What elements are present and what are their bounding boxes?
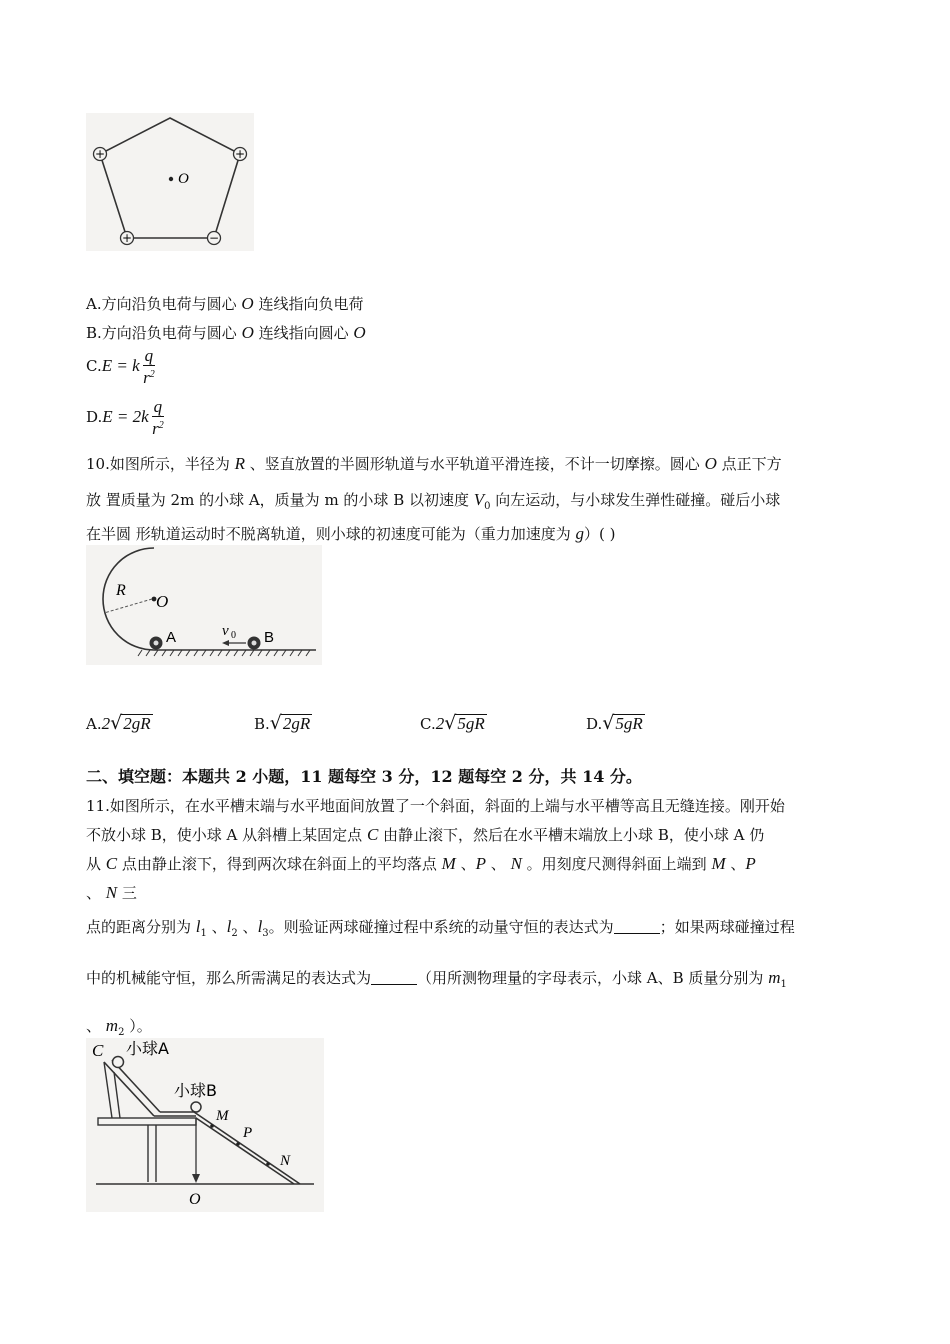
svg-text:R: R [116,582,126,599]
pentagon-figure [86,113,254,251]
svg-text:+: + [234,147,246,161]
q9-option-b: B.方向沿负电荷与圆心 O 连线指向圆心 O [86,323,366,342]
incline-diagram [86,1038,324,1212]
q9-option-c: C.E = k $\frac{q}{r^2}$ [86,346,155,387]
svg-text:B: B [264,629,275,646]
svg-text:O: O [189,1191,201,1208]
track-diagram [86,545,322,665]
answer-blank-2[interactable] [371,970,417,985]
q11-line-5: 点的距离分别为 $l_1$ 、$l_2$ 、$l_3$。则验证两球碰撞过程中系统的动量守恒的表达式为 ；如果两球碰撞过程 [86,917,795,939]
pentagon-diagram [86,113,254,251]
q10-option-b: B.√2gR [254,712,311,734]
ball-b [191,1102,201,1112]
q11-line-6: 中的机械能守恒，那么所需满足的表达式为 （用所测物理量的字母表示，小球 A、B 质量分别为 $m_1$ [86,968,787,990]
q11-line-3: 从 C 点由静止滚下，得到两次球在斜面上的平均落点 M 、P 、 N 。用刻度尺测得斜面上端到 M 、P [86,854,756,873]
answer-blank-1[interactable] [614,919,660,934]
svg-text:−: − [208,231,220,245]
incline-experiment-figure [86,1038,324,1212]
svg-text:v: v [222,623,229,639]
svg-text:小球B: 小球B [174,1081,217,1100]
svg-text:0: 0 [231,630,236,641]
q10-line-3: 在半圆 形轨道运动时不脱离轨道，则小球的初速度可能为（重力加速度为 g）( ) [86,524,616,543]
svg-text:O: O [156,592,169,611]
q10-option-a: A.2√2gR [86,712,151,734]
svg-text:P: P [243,1125,253,1141]
semicircle-track-figure [86,545,322,665]
q10-option-c: C.2√5gR [420,712,485,734]
q10-option-d: D.√5gR [586,712,643,734]
svg-text:A: A [166,629,177,646]
q9-option-a: A.方向沿负电荷与圆心 O 连线指向负电荷 [86,294,364,313]
svg-text:N: N [280,1153,291,1169]
svg-text:O: O [178,171,189,187]
q11-line-1: 11.如图所示，在水平槽末端与水平地面间放置了一个斜面，斜面的上端与水平槽等高且无缝连接。刚开始 [86,797,785,815]
q11-line-7: 、 $m_2$ ）。 [86,1016,152,1038]
svg-text:M: M [216,1108,229,1124]
q11-line-2: 不放小球 B，使小球 A 从斜槽上某固定点 C 由静止滚下，然后在水平槽末端放上小球 B，使小球 A 仍 [86,825,765,844]
section-heading: 二、填空题：本题共 2 小题，11 题每空 3 分，12 题每空 2 分，共 14 分。 [86,767,642,786]
svg-text:C: C [92,1041,104,1060]
q10-line-1: 10.如图所示，半径为 R 、竖直放置的半圆形轨道与水平轨道平滑连接，不计一切摩擦。圆心 O 点正下方 [86,454,782,473]
q10-line-2: 放 置质量为 2m 的小球 A，质量为 m 的小球 B 以初速度 $V_0$ 向左运动，与小球发生弹性碰撞。碰后小球 [86,490,781,512]
svg-text:+: + [94,147,106,161]
q11-line-4: 、 N 三 [86,883,137,902]
svg-text:小球A: 小球A [126,1039,169,1058]
q9-option-d: D.E = 2k $\frac{q}{r^2}$ [86,397,164,438]
center-point [169,177,173,181]
ball-a [113,1057,124,1068]
svg-text:+: + [121,231,133,245]
